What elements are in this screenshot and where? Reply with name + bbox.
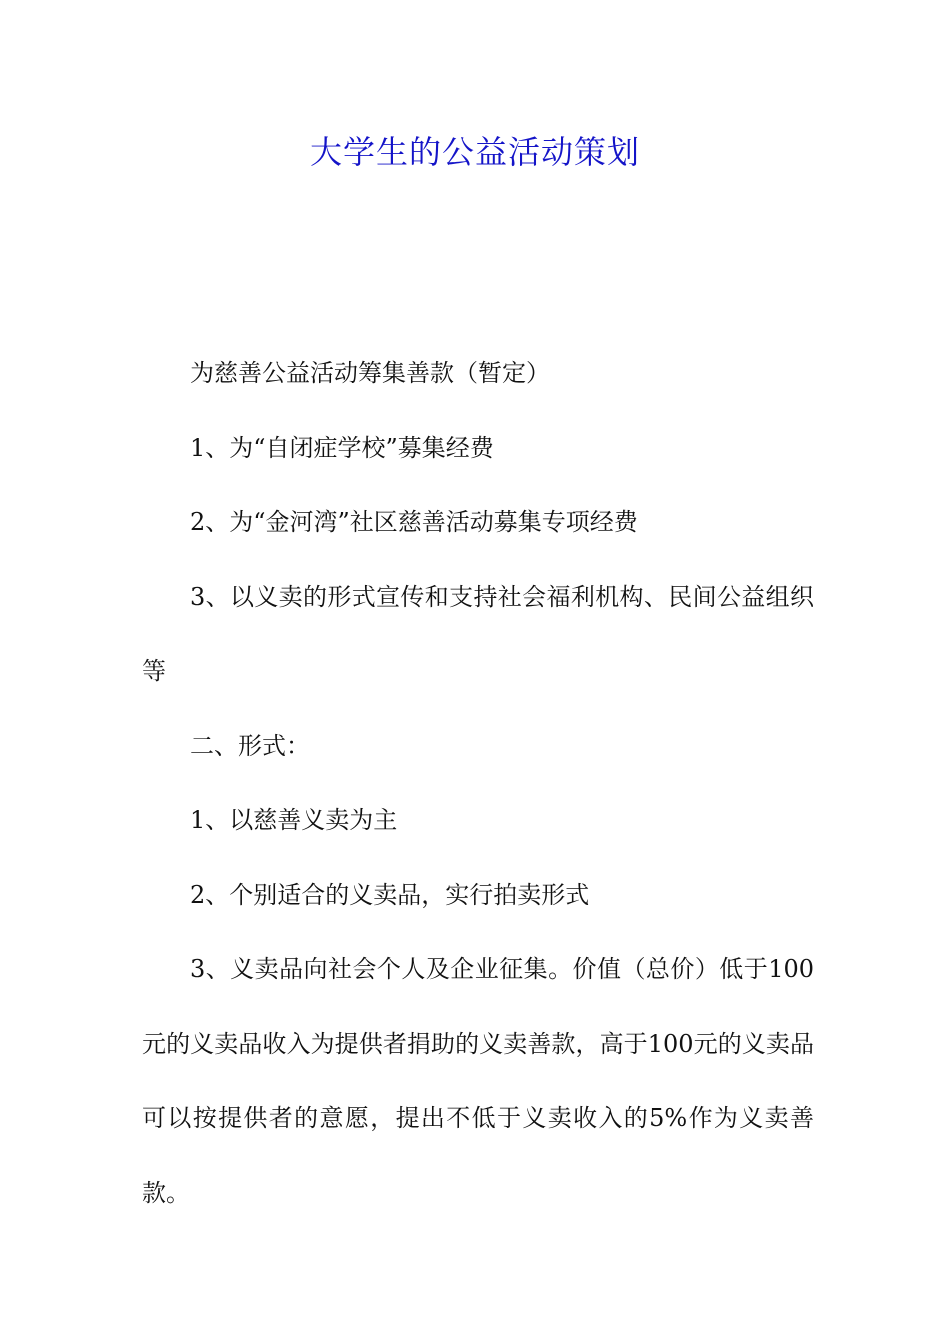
document-title: 大学生的公益活动策划	[309, 133, 640, 171]
paragraph-form-3: 3、义卖品向社会个人及企业征集。价值（总价）低于100元的义卖品收入为提供者捐助的义卖善款，高于100元的义卖品可以按提供者的意愿，提出不低于义卖收入的5%作为义卖善款。	[142, 955, 814, 1207]
paragraph-form-1: 1、以慈善义卖为主	[190, 806, 398, 834]
paragraph-purpose: 为慈善公益活动筹集善款（暂定）	[190, 359, 550, 387]
paragraph-form-2: 2、个别适合的义卖品，实行拍卖形式	[190, 880, 590, 909]
paragraph-item-3: 3、以义卖的形式宣传和支持社会福利机构、民间公益组织等	[142, 582, 814, 685]
document-body	[142, 336, 814, 1230]
paragraph-item-2: 2、为“金河湾”社区慈善活动募集专项经费	[190, 508, 638, 536]
paragraph-item-1: 1、为“自闭症学校”募集经费	[190, 433, 494, 462]
section-heading-form: 二、形式：	[190, 731, 310, 760]
